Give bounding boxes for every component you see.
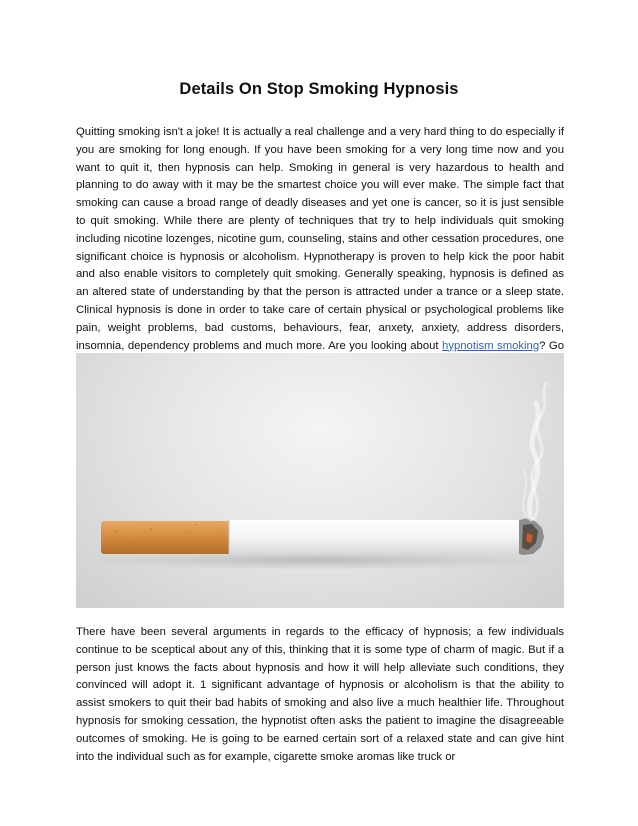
paragraph-intro <box>76 124 564 373</box>
paragraph-intro-tail: ? Go <box>539 339 564 352</box>
paragraph-efficacy: There have been several arguments in regards to the efficacy of hypnosis; a few individuals continue to be sceptical about any of this, thinking that it is some type of charm of magic. But if a person just knows the facts about hypnosis and how it will help alleviate such conditions, they convinced will adopt it. 1 significant advantage of hypnosis or alcoholism is that the ability to assist smokers to quit their bad habits of smoking and also live a much healthier life. Throughout hypnosis for smoking cessation, the hypnotist often asks the patient to imagine the disagreeable outcomes of smoking. He is going to be earned certain sort of a relaxed state and can give hint into the individual such as for example, cigarette smoke aromas like truck or <box>76 626 564 763</box>
smoke-plume <box>523 383 546 519</box>
hypnotism-smoking-link[interactable]: hypnotism smoking <box>442 339 540 352</box>
paragraph-intro-text: Quitting smoking isn't a joke! It is actually a real challenge and a very hard thing to do especially if you are smoking for long enough. If you have been smoking for a very long time now and you want to quit it, then hypnosis can help. Smoking in general is very hazardous to health and planning to do away with it may be the smartest choice you will ever make. The simple fact that smoking can cause a broad range of deadly diseases and yet one is cancer, so it is just sensible to quit smoking. While there are plenty of techniques that try to help individuals quit smoking including nicotine lozenges, nicotine gum, counseling, stains and other cessation procedures, one significant choice is hypnosis or alcoholism. Hypnotherapy is proven to help kick the poor habit and also enable visitors to completely quit smoking. Generally speaking, hypnosis is defined as an altered state of understanding by that the person is attracted under a trance or a sleep state. Clinical hypnosis is done in order to take care of certain physical or psychological problems like pain, weight problems, bad customs, behaviours, fear, anxety, anxiety, address disorders, insomnia, dependency problems and much more. Are you looking about <box>76 126 564 352</box>
cigarette-filter <box>101 521 231 554</box>
page-title: Details On Stop Smoking Hypnosis <box>179 80 459 98</box>
cigarette-illustration <box>76 353 564 608</box>
cigarette-image <box>76 353 564 608</box>
cigarette-paper <box>229 520 519 554</box>
